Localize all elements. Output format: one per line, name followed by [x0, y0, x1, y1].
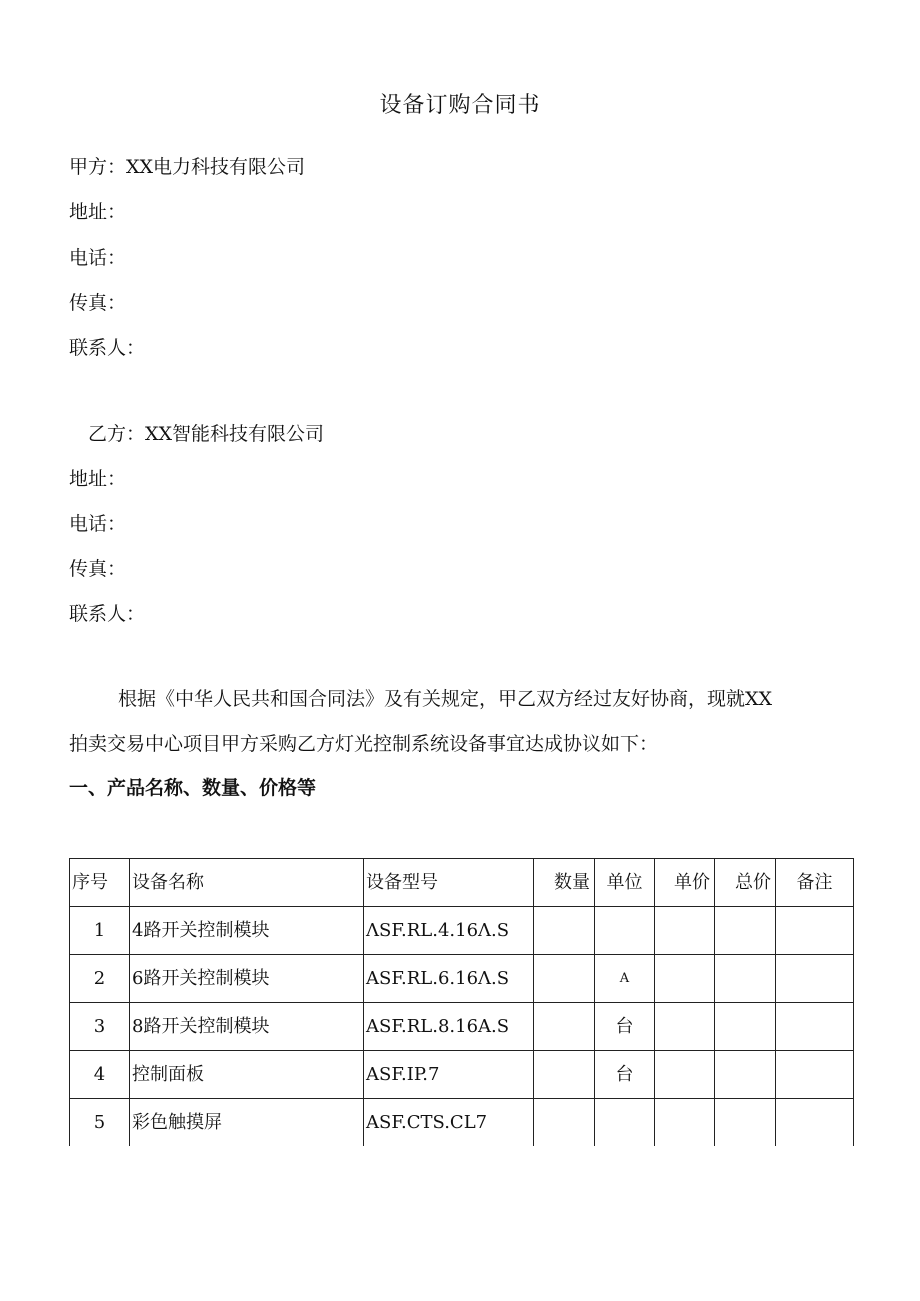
table-cell: [776, 907, 854, 955]
table-row: [70, 1003, 854, 1051]
table-cell: 控制面板: [130, 1051, 364, 1099]
party-a-address: 地址：: [69, 201, 127, 223]
table-cell: ASF.RL.6.16Λ.S: [364, 955, 534, 1003]
table-cell: 台: [595, 1003, 655, 1051]
table-cell: [776, 1051, 854, 1099]
table-cell: [776, 955, 854, 1003]
section-heading-products: 一、产品名称、数量、价格等: [69, 777, 317, 799]
table-row: [70, 1051, 854, 1099]
table-cell: ASF.RL.8.16A.S: [364, 1003, 534, 1051]
table-cell: [534, 1003, 595, 1051]
table-cell: 5: [70, 1099, 130, 1147]
party-a-name: 甲方：XX电力科技有限公司: [69, 156, 306, 178]
document-title: 设备订购合同书: [379, 93, 541, 118]
party-a-contact: 联系人：: [69, 337, 146, 359]
header-cell: 单价: [655, 859, 715, 907]
party-b-phone: 电话：: [69, 513, 127, 535]
table-cell: [715, 1051, 776, 1099]
table-cell: [595, 907, 655, 955]
header-cell: 单位: [595, 859, 655, 907]
table-cell: 3: [70, 1003, 130, 1051]
header-cell: 总价: [715, 859, 776, 907]
party-b-contact: 联系人：: [69, 603, 146, 625]
header-cell: 备注: [776, 859, 854, 907]
table-cell: [715, 1099, 776, 1147]
table-cell: [534, 1099, 595, 1147]
table-cell: 4: [70, 1051, 130, 1099]
header-cell: 数量: [534, 859, 595, 907]
table-cell: 彩色触摸屏: [130, 1099, 364, 1147]
table-cell: ASF.IP.7: [364, 1051, 534, 1099]
table-cell: [655, 907, 715, 955]
header-cell: 序号: [70, 859, 130, 907]
table-cell: 1: [70, 907, 130, 955]
table-cell: [776, 1003, 854, 1051]
table-cell: [655, 1099, 715, 1147]
table-cell: [715, 907, 776, 955]
header-cell: 设备型号: [364, 859, 534, 907]
table-cell: 台: [595, 1051, 655, 1099]
party-b-address: 地址：: [69, 468, 127, 490]
party-a-fax: 传真：: [69, 292, 127, 314]
table-cell: [655, 1003, 715, 1051]
party-b-fax: 传真：: [69, 558, 127, 580]
table-cell: [715, 955, 776, 1003]
table-cell: [776, 1099, 854, 1147]
table-cell: [534, 1051, 595, 1099]
table-cell: ASF.CTS.CL7: [364, 1099, 534, 1147]
header-cell: 设备名称: [130, 859, 364, 907]
table-cell: ΛSF.RL.4.16Λ.S: [364, 907, 534, 955]
table-header-row: [70, 859, 854, 907]
table-cell: 4路开关控制模块: [130, 907, 364, 955]
party-b-name: 乙方：XX智能科技有限公司: [88, 423, 325, 445]
table-cell: [655, 1051, 715, 1099]
table-cell: A: [595, 955, 655, 1003]
intro-paragraph-line-1: 根据《中华人民共和国合同法》及有关规定，甲乙双方经过友好协商，现就XX: [118, 688, 773, 710]
table-row: [70, 1099, 854, 1147]
table-cell: [534, 955, 595, 1003]
table-cell: [595, 1099, 655, 1147]
party-a-phone: 电话：: [69, 247, 127, 269]
table-cell: [715, 1003, 776, 1051]
table-cell: 6路开关控制模块: [130, 955, 364, 1003]
intro-paragraph-line-2: 拍卖交易中心项目甲方采购乙方灯光控制系统设备事宜达成协议如下：: [69, 733, 659, 755]
table-cell: 2: [70, 955, 130, 1003]
table-cell: 8路开关控制模块: [130, 1003, 364, 1051]
table-cell: [655, 955, 715, 1003]
products-table: [69, 858, 854, 1146]
table-cell: [534, 907, 595, 955]
table-row: [70, 955, 854, 1003]
table-row: [70, 907, 854, 955]
